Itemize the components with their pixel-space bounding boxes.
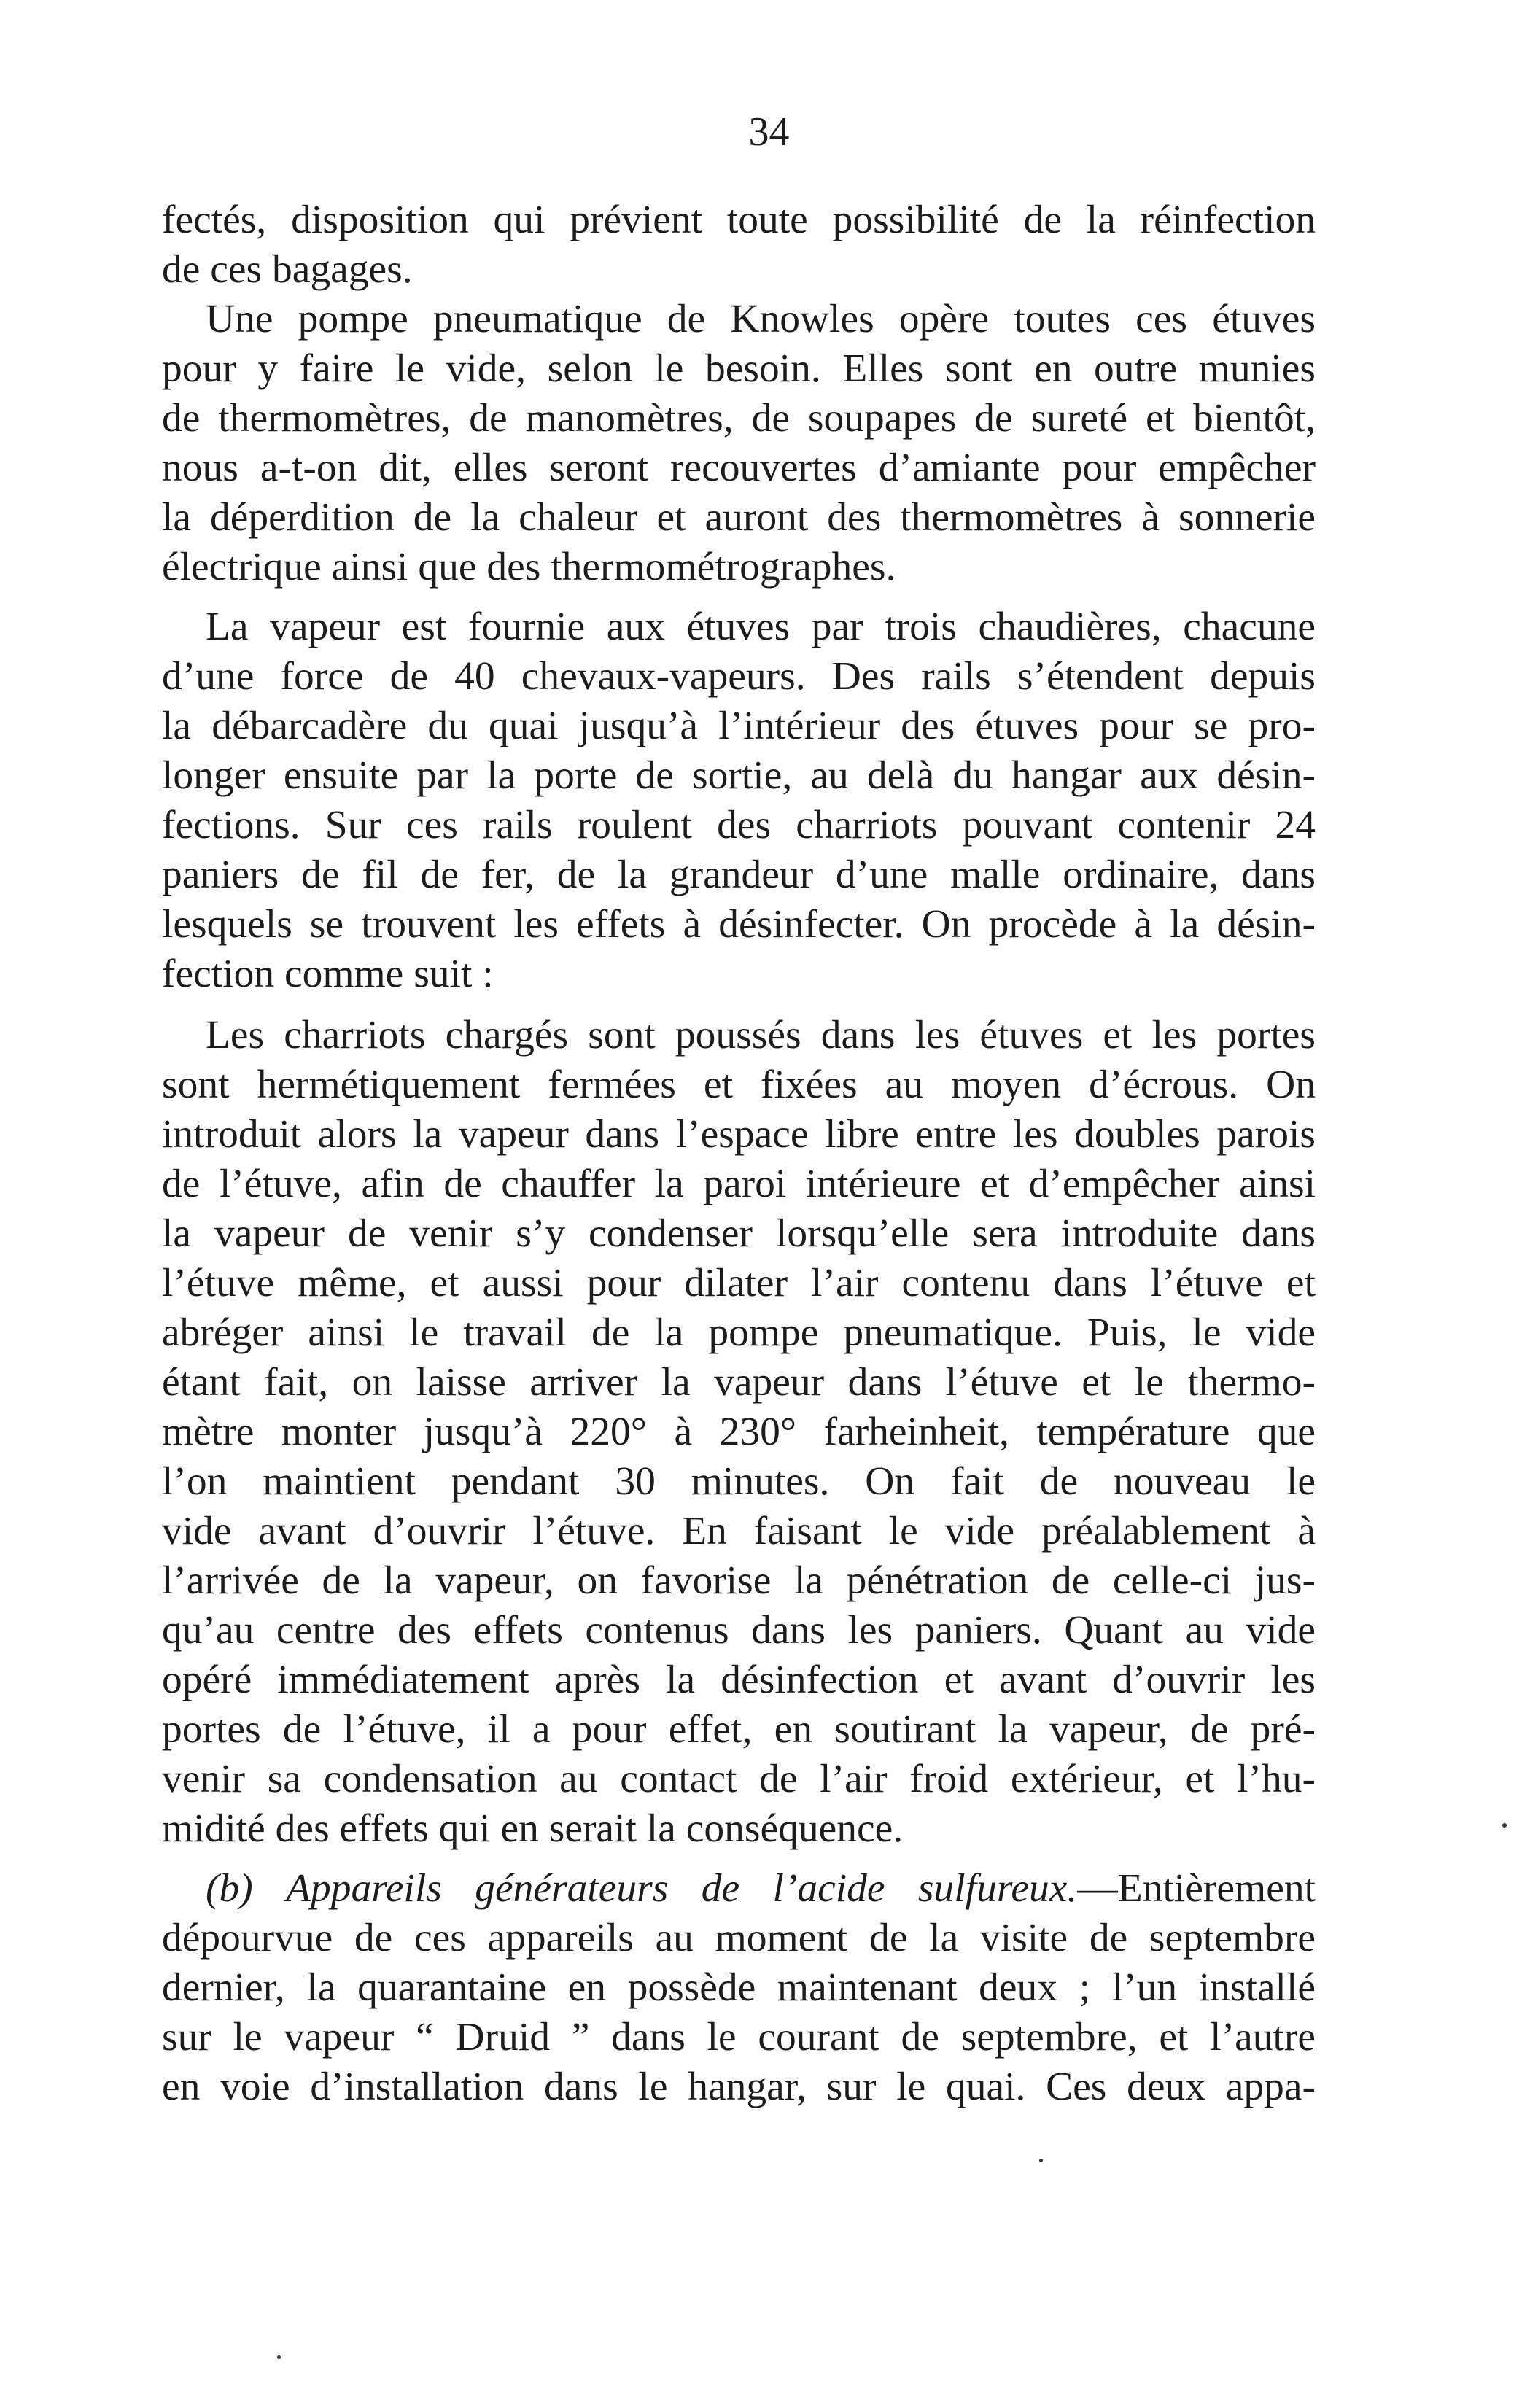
text-line: en voie d’installation dans le hangar, sur le quai. Ces deux appa-	[162, 2065, 1316, 2109]
text-line: fectés, disposition qui prévient toute possibilité de la réinfection	[162, 198, 1316, 242]
text-line: de l’étuve, afin de chauffer la paroi intérieure et d’empêcher ainsi	[162, 1162, 1316, 1206]
text-line: vide avant d’ouvrir l’étuve. En faisant le vide préalablement à	[162, 1509, 1316, 1553]
text-line: fections. Sur ces rails roulent des charriots pouvant contenir 24	[162, 803, 1316, 847]
text-line: opéré immédiatement après la désinfection et avant d’ouvrir les	[162, 1658, 1316, 1702]
text-line: la vapeur de venir s’y condenser lorsqu’elle sera introduite dans	[162, 1211, 1316, 1256]
text-line: l’arrivée de la vapeur, on favorise la pénétration de celle-ci jus-	[162, 1558, 1316, 1603]
text-line: mètre monter jusqu’à 220° à 230° farheinheit, température que	[162, 1410, 1316, 1454]
text-line: la débarcadère du quai jusqu’à l’intérieur des étuves pour se pro-	[162, 704, 1316, 748]
section-title: Appareils générateurs de l’acide sulfureux.	[286, 1866, 1078, 1911]
text-line: venir sa condensation au contact de l’air froid extérieur, et l’hu-	[162, 1757, 1316, 1801]
text-line: dépourvue de ces appareils au moment de la visite de septembre	[162, 1916, 1316, 1960]
text-line: midité des effets qui en serait la conséquence.	[162, 1806, 904, 1851]
text-line: portes de l’étuve, il a pour effet, en soutirant la vapeur, de pré-	[162, 1707, 1316, 1752]
text-line: nous a-t-on dit, elles seront recouvertes d’amiante pour empêcher	[162, 446, 1316, 490]
text-line: Une pompe pneumatique de Knowles opère toutes ces étuves	[206, 297, 1316, 341]
text-line: électrique ainsi que des thermométrographes.	[162, 545, 896, 589]
text-line: abréger ainsi le travail de la pompe pneumatique. Puis, le vide	[162, 1310, 1316, 1355]
scan-speck	[1502, 1823, 1507, 1828]
text-line: la déperdition de la chaleur et auront des thermomètres à sonnerie	[162, 495, 1316, 540]
scan-speck	[1039, 2159, 1043, 2162]
text-line: La vapeur est fournie aux étuves par trois chaudières, chacune	[206, 605, 1316, 649]
text-line: étant fait, on laisse arriver la vapeur dans l’étuve et le thermo-	[162, 1360, 1316, 1405]
text-line: de ces bagages.	[162, 247, 413, 292]
text-line: Les charriots chargés sont poussés dans les étuves et les portes	[206, 1013, 1316, 1057]
section-lead-text: —Entièrement	[1077, 1866, 1316, 1911]
scan-speck	[277, 2355, 281, 2359]
text-line: fection comme suit :	[162, 952, 494, 996]
text-line: introduit alors la vapeur dans l’espace libre entre les doubles parois	[162, 1112, 1316, 1157]
text-line: longer ensuite par la porte de sortie, au delà du hangar aux désin-	[162, 753, 1316, 798]
text-line: l’étuve même, et aussi pour dilater l’air contenu dans l’étuve et	[162, 1261, 1316, 1305]
text-line: l’on maintient pendant 30 minutes. On fait de nouveau le	[162, 1459, 1316, 1504]
text-line: paniers de fil de fer, de la grandeur d’une malle ordinaire, dans	[162, 852, 1316, 897]
text-line: de thermomètres, de manomètres, de soupapes de sureté et bientôt,	[162, 396, 1316, 440]
section-heading-line	[206, 1864, 1316, 1914]
text-line: sont hermétiquement fermées et fixées au moyen d’écrous. On	[162, 1063, 1316, 1107]
text-line: qu’au centre des effets contenus dans les paniers. Quant au vide	[162, 1608, 1316, 1652]
section-label: (b)	[206, 1866, 253, 1911]
text-line: d’une force de 40 chevaux-vapeurs. Des rails s’étendent depuis	[162, 654, 1316, 699]
text-line: pour y faire le vide, selon le besoin. Elles sont en outre munies	[162, 346, 1316, 391]
page-number: 34	[748, 109, 790, 155]
text-line: sur le vapeur “ Druid ” dans le courant de septembre, et l’autre	[162, 2015, 1316, 2059]
text-line: lesquels se trouvent les effets à désinfecter. On procède à la désin-	[162, 902, 1316, 947]
text-line: dernier, la quarantaine en possède maintenant deux ; l’un installé	[162, 1965, 1316, 2010]
